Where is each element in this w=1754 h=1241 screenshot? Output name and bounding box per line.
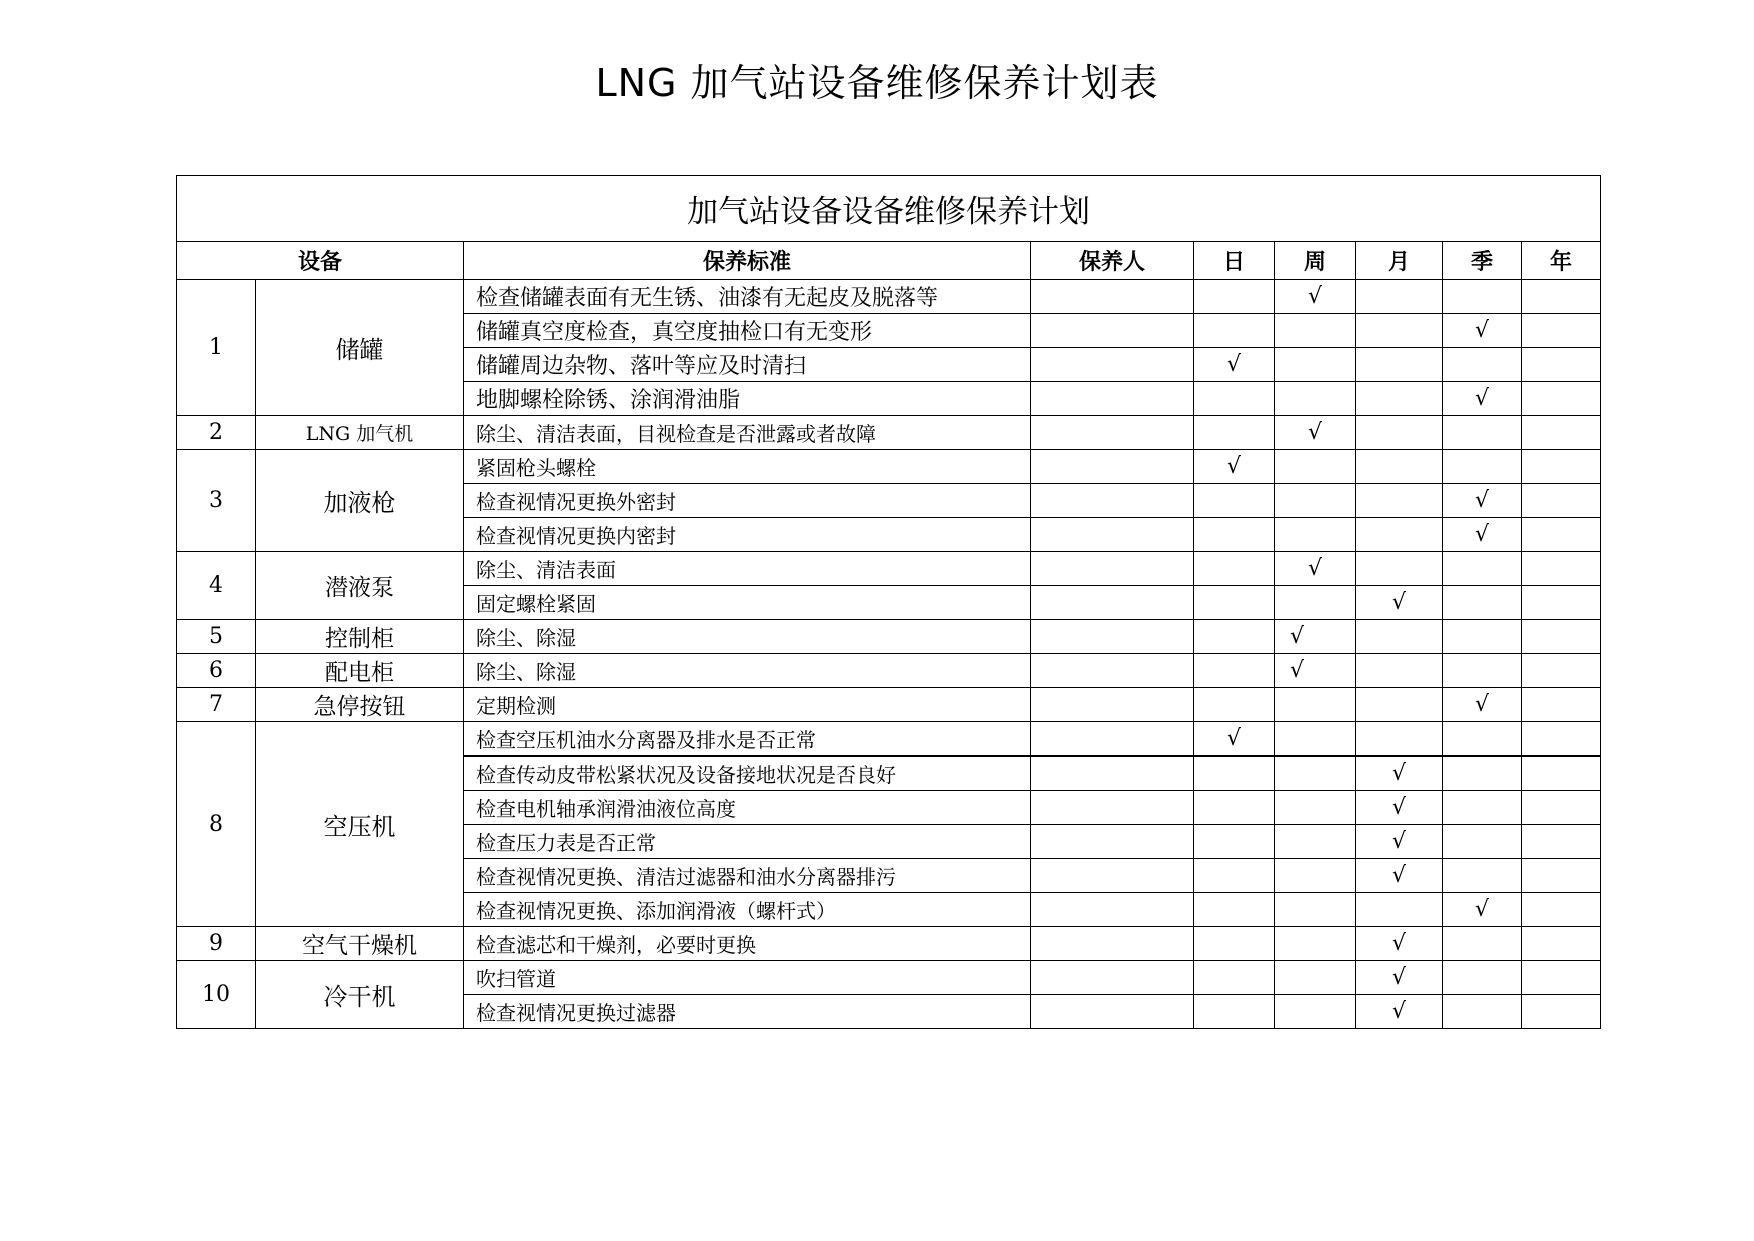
freq-cell-season	[1443, 927, 1522, 961]
check-mark: √	[1391, 795, 1407, 820]
freq-cell-season	[1443, 382, 1522, 416]
freq-cell-day	[1194, 586, 1275, 620]
freq-cell-season	[1443, 586, 1522, 620]
maintenance-standard: 固定螺栓紧固	[464, 586, 1031, 620]
freq-cell-season	[1443, 688, 1522, 722]
equipment-number: 3	[177, 450, 256, 552]
check-mark: √	[1290, 624, 1305, 649]
freq-cell-season	[1443, 893, 1522, 927]
check-mark: √	[1474, 522, 1490, 547]
freq-cell-month	[1356, 825, 1443, 859]
equipment-name: 空压机	[256, 722, 464, 927]
maintenance-standard: 检查滤芯和干燥剂，必要时更换	[464, 927, 1031, 961]
freq-cell-week	[1275, 484, 1356, 518]
freq-cell-season	[1443, 416, 1522, 450]
equipment-number: 2	[177, 416, 256, 450]
maintenance-standard: 检查视情况更换过滤器	[464, 995, 1031, 1029]
freq-cell-year	[1522, 518, 1601, 552]
freq-cell-month	[1356, 484, 1443, 518]
person-cell	[1031, 552, 1194, 586]
freq-cell-day	[1194, 859, 1275, 893]
freq-cell-year	[1522, 995, 1601, 1029]
equipment-number: 7	[177, 688, 256, 722]
person-cell	[1031, 995, 1194, 1029]
maintenance-standard: 地脚螺栓除锈、涂润滑油脂	[464, 382, 1031, 416]
maintenance-standard: 除尘、除湿	[464, 620, 1031, 654]
maintenance-standard: 紧固枪头螺栓	[464, 450, 1031, 484]
freq-cell-month	[1356, 348, 1443, 382]
freq-cell-day	[1194, 552, 1275, 586]
maintenance-standard: 检查压力表是否正常	[464, 825, 1031, 859]
freq-cell-day	[1194, 756, 1275, 791]
freq-cell-season	[1443, 791, 1522, 825]
freq-cell-month	[1356, 552, 1443, 586]
check-mark: √	[1391, 590, 1407, 615]
freq-cell-season	[1443, 825, 1522, 859]
person-cell	[1031, 586, 1194, 620]
person-cell	[1031, 450, 1194, 484]
freq-cell-year	[1522, 416, 1601, 450]
freq-cell-month	[1356, 995, 1443, 1029]
check-mark: √	[1391, 863, 1407, 888]
maintenance-standard: 除尘、清洁表面	[464, 552, 1031, 586]
equipment-number: 9	[177, 927, 256, 961]
person-cell	[1031, 688, 1194, 722]
freq-cell-month	[1356, 314, 1443, 348]
person-cell	[1031, 314, 1194, 348]
header-standard: 保养标准	[464, 242, 1031, 280]
equipment-number: 8	[177, 722, 256, 927]
person-cell	[1031, 416, 1194, 450]
check-mark: √	[1391, 829, 1407, 854]
person-cell	[1031, 654, 1194, 688]
equipment-name: 加液枪	[256, 450, 464, 552]
freq-cell-month	[1356, 416, 1443, 450]
freq-cell-season	[1443, 280, 1522, 314]
check-mark: √	[1226, 454, 1242, 479]
person-cell	[1031, 859, 1194, 893]
freq-cell-day	[1194, 518, 1275, 552]
header-person: 保养人	[1031, 242, 1194, 280]
freq-cell-year	[1522, 654, 1601, 688]
person-cell	[1031, 382, 1194, 416]
header-week: 周	[1275, 242, 1356, 280]
equipment-number: 4	[177, 552, 256, 620]
equipment-name: 控制柜	[256, 620, 464, 654]
table-row	[177, 654, 1601, 688]
freq-cell-month	[1356, 586, 1443, 620]
freq-cell-month	[1356, 688, 1443, 722]
freq-cell-season	[1443, 756, 1522, 791]
freq-cell-week	[1275, 995, 1356, 1029]
check-mark: √	[1474, 318, 1490, 343]
freq-cell-season	[1443, 859, 1522, 893]
equipment-name: 急停按钮	[256, 688, 464, 722]
freq-cell-month	[1356, 722, 1443, 757]
freq-cell-year	[1522, 893, 1601, 927]
freq-cell-month	[1356, 756, 1443, 791]
person-cell	[1031, 620, 1194, 654]
freq-cell-week	[1275, 722, 1356, 757]
maintenance-standard: 检查视情况更换、添加润滑液（螺杆式）	[464, 893, 1031, 927]
freq-cell-week	[1275, 654, 1356, 688]
freq-cell-year	[1522, 314, 1601, 348]
table-row	[177, 961, 1601, 995]
freq-cell-year	[1522, 620, 1601, 654]
header-row	[177, 242, 1601, 280]
equipment-number: 5	[177, 620, 256, 654]
person-cell	[1031, 280, 1194, 314]
freq-cell-year	[1522, 688, 1601, 722]
freq-cell-season	[1443, 348, 1522, 382]
freq-cell-week	[1275, 893, 1356, 927]
maintenance-standard: 检查储罐表面有无生锈、油漆有无起皮及脱落等	[464, 280, 1031, 314]
freq-cell-month	[1356, 450, 1443, 484]
freq-cell-week	[1275, 314, 1356, 348]
maintenance-standard: 储罐真空度检查，真空度抽检口有无变形	[464, 314, 1031, 348]
freq-cell-day	[1194, 416, 1275, 450]
person-cell	[1031, 722, 1194, 757]
freq-cell-week	[1275, 961, 1356, 995]
freq-cell-month	[1356, 927, 1443, 961]
check-mark: √	[1474, 386, 1490, 411]
person-cell	[1031, 484, 1194, 518]
freq-cell-season	[1443, 995, 1522, 1029]
check-mark: √	[1391, 965, 1407, 990]
freq-cell-year	[1522, 722, 1601, 757]
freq-cell-day	[1194, 654, 1275, 688]
person-cell	[1031, 518, 1194, 552]
freq-cell-week	[1275, 756, 1356, 791]
freq-cell-week	[1275, 859, 1356, 893]
check-mark: √	[1226, 726, 1242, 751]
equipment-number: 10	[177, 961, 256, 1029]
equipment-name: 空气干燥机	[256, 927, 464, 961]
check-mark: √	[1307, 556, 1323, 581]
freq-cell-year	[1522, 450, 1601, 484]
table-row	[177, 416, 1601, 450]
maintenance-standard: 吹扫管道	[464, 961, 1031, 995]
freq-cell-day	[1194, 620, 1275, 654]
freq-cell-week	[1275, 280, 1356, 314]
maintenance-standard: 检查电机轴承润滑油液位高度	[464, 791, 1031, 825]
freq-cell-month	[1356, 518, 1443, 552]
equipment-name: 储罐	[256, 280, 464, 416]
check-mark: √	[1307, 420, 1323, 445]
header-day: 日	[1194, 242, 1275, 280]
check-mark: √	[1307, 284, 1323, 309]
maintenance-standard: 检查视情况更换内密封	[464, 518, 1031, 552]
table-row	[177, 688, 1601, 722]
freq-cell-season	[1443, 620, 1522, 654]
table-row	[177, 552, 1601, 586]
equipment-name: 冷干机	[256, 961, 464, 1029]
freq-cell-year	[1522, 484, 1601, 518]
freq-cell-year	[1522, 859, 1601, 893]
maintenance-standard: 检查视情况更换外密封	[464, 484, 1031, 518]
freq-cell-week	[1275, 416, 1356, 450]
table-row	[177, 620, 1601, 654]
equipment-name: LNG 加气机	[256, 416, 464, 450]
freq-cell-year	[1522, 280, 1601, 314]
freq-cell-week	[1275, 382, 1356, 416]
freq-cell-week	[1275, 825, 1356, 859]
person-cell	[1031, 348, 1194, 382]
freq-cell-season	[1443, 518, 1522, 552]
freq-cell-day	[1194, 927, 1275, 961]
check-mark: √	[1391, 761, 1407, 786]
person-cell	[1031, 927, 1194, 961]
freq-cell-week	[1275, 620, 1356, 654]
header-month: 月	[1356, 242, 1443, 280]
freq-cell-day	[1194, 791, 1275, 825]
freq-cell-week	[1275, 586, 1356, 620]
freq-cell-week	[1275, 552, 1356, 586]
freq-cell-day	[1194, 348, 1275, 382]
freq-cell-week	[1275, 518, 1356, 552]
check-mark: √	[1391, 931, 1407, 956]
freq-cell-season	[1443, 654, 1522, 688]
check-mark: √	[1290, 658, 1305, 683]
header-season: 季	[1443, 242, 1522, 280]
freq-cell-day	[1194, 893, 1275, 927]
freq-cell-day	[1194, 484, 1275, 518]
freq-cell-month	[1356, 961, 1443, 995]
freq-cell-day	[1194, 995, 1275, 1029]
equipment-number: 6	[177, 654, 256, 688]
person-cell	[1031, 825, 1194, 859]
check-mark: √	[1474, 488, 1490, 513]
person-cell	[1031, 893, 1194, 927]
freq-cell-year	[1522, 961, 1601, 995]
freq-cell-week	[1275, 688, 1356, 722]
freq-cell-month	[1356, 620, 1443, 654]
equipment-number: 1	[177, 280, 256, 416]
freq-cell-year	[1522, 586, 1601, 620]
freq-cell-month	[1356, 280, 1443, 314]
person-cell	[1031, 791, 1194, 825]
freq-cell-year	[1522, 382, 1601, 416]
freq-cell-year	[1522, 552, 1601, 586]
freq-cell-season	[1443, 484, 1522, 518]
freq-cell-month	[1356, 791, 1443, 825]
freq-cell-season	[1443, 722, 1522, 757]
table-row	[177, 450, 1601, 484]
freq-cell-day	[1194, 688, 1275, 722]
check-mark: √	[1474, 897, 1490, 922]
freq-cell-season	[1443, 552, 1522, 586]
freq-cell-day	[1194, 314, 1275, 348]
freq-cell-year	[1522, 825, 1601, 859]
freq-cell-week	[1275, 450, 1356, 484]
freq-cell-day	[1194, 382, 1275, 416]
freq-cell-day	[1194, 825, 1275, 859]
person-cell	[1031, 756, 1194, 791]
table-caption: 加气站设备设备维修保养计划	[177, 176, 1601, 242]
check-mark: √	[1226, 352, 1242, 377]
maintenance-standard: 检查视情况更换、清洁过滤器和油水分离器排污	[464, 859, 1031, 893]
person-cell	[1031, 961, 1194, 995]
maintenance-standard: 检查传动皮带松紧状况及设备接地状况是否良好	[464, 756, 1031, 791]
table-caption-row	[177, 176, 1601, 242]
maintenance-standard: 储罐周边杂物、落叶等应及时清扫	[464, 348, 1031, 382]
freq-cell-day	[1194, 722, 1275, 757]
maintenance-standard: 检查空压机油水分离器及排水是否正常	[464, 722, 1031, 757]
equipment-name: 配电柜	[256, 654, 464, 688]
header-equipment: 设备	[177, 242, 464, 280]
freq-cell-month	[1356, 654, 1443, 688]
document-title: LNG 加气站设备维修保养计划表	[595, 61, 1159, 105]
maintenance-standard: 除尘、除湿	[464, 654, 1031, 688]
table-row	[177, 927, 1601, 961]
freq-cell-month	[1356, 893, 1443, 927]
freq-cell-month	[1356, 382, 1443, 416]
maintenance-standard: 除尘、清洁表面，目视检查是否泄露或者故障	[464, 416, 1031, 450]
freq-cell-year	[1522, 791, 1601, 825]
maintenance-standard: 定期检测	[464, 688, 1031, 722]
freq-cell-month	[1356, 859, 1443, 893]
freq-cell-season	[1443, 450, 1522, 484]
table-row	[177, 280, 1601, 314]
freq-cell-year	[1522, 756, 1601, 791]
freq-cell-year	[1522, 348, 1601, 382]
check-mark: √	[1391, 999, 1407, 1024]
freq-cell-week	[1275, 927, 1356, 961]
table-row	[177, 722, 1601, 757]
freq-cell-season	[1443, 961, 1522, 995]
header-year: 年	[1522, 242, 1601, 280]
freq-cell-year	[1522, 927, 1601, 961]
freq-cell-day	[1194, 280, 1275, 314]
equipment-name: 潜液泵	[256, 552, 464, 620]
freq-cell-week	[1275, 348, 1356, 382]
freq-cell-week	[1275, 791, 1356, 825]
check-mark: √	[1474, 692, 1490, 717]
freq-cell-season	[1443, 314, 1522, 348]
maintenance-plan-table	[176, 175, 1601, 1029]
freq-cell-day	[1194, 961, 1275, 995]
freq-cell-day	[1194, 450, 1275, 484]
